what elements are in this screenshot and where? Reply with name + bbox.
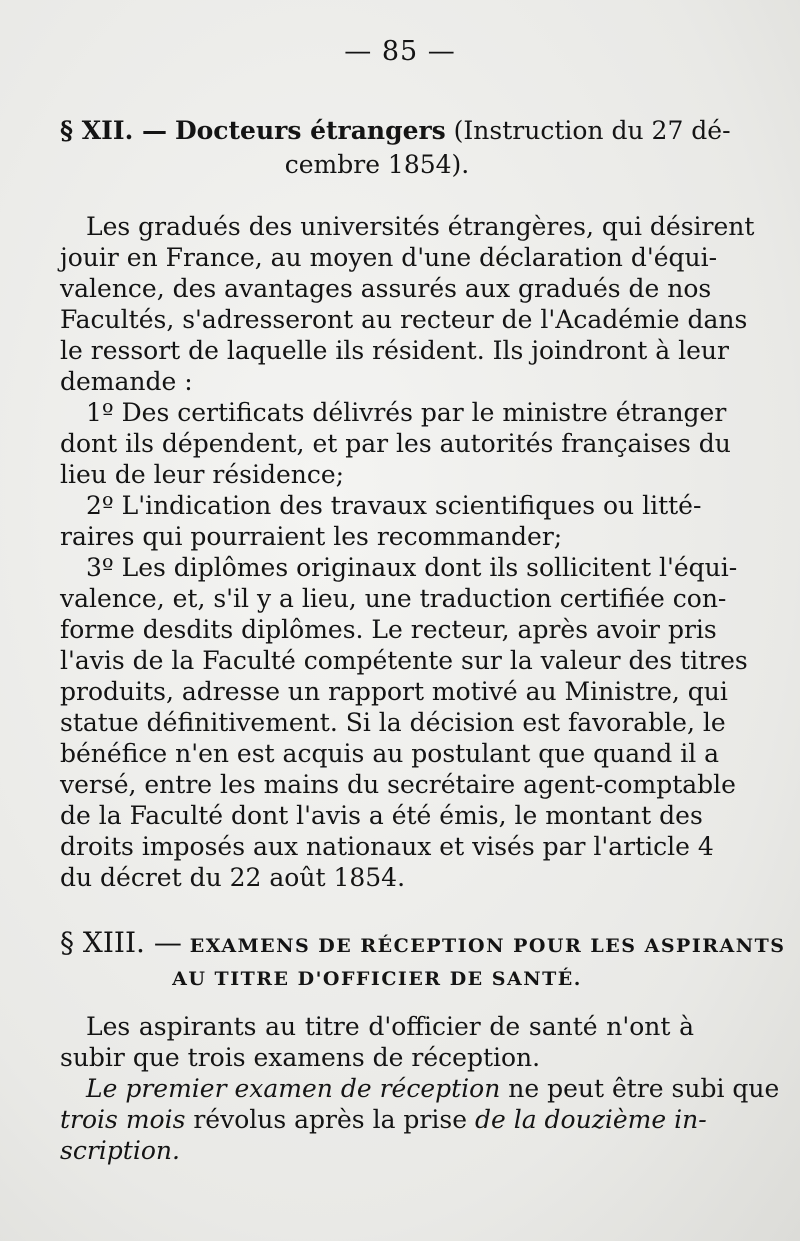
list-item-line: 2º L'indication des travaux scientifiques ou litté- xyxy=(86,491,702,520)
italic-text: de la douzième in- xyxy=(474,1105,707,1134)
italic-text: scription. xyxy=(60,1136,180,1165)
section-12-heading xyxy=(60,116,731,146)
paragraph-line: le ressort de laquelle ils résident. Ils joindront à leur xyxy=(60,336,729,365)
paragraph-line: Facultés, s'adresseront au recteur de l'Académie dans xyxy=(60,305,748,334)
paragraph-line xyxy=(60,1136,694,1166)
section-12-instruction: (Instruction du 27 dé- xyxy=(445,116,731,145)
list-item-line: raires qui pourraient les recommander; xyxy=(60,522,563,551)
italic-text: trois mois xyxy=(60,1105,186,1134)
paragraph-line: subir que trois examens de réception. xyxy=(60,1043,541,1072)
section-12-heading-line2: cembre 1854). xyxy=(284,150,470,179)
paragraph-line: valence, des avantages assurés aux gradués de nos xyxy=(60,274,712,303)
paragraph-line: Les gradués des universités étrangères, qui désirent xyxy=(86,212,755,241)
paragraph-line: Le premier examen de réception ne peut être subi que xyxy=(86,1074,780,1103)
section-12-number: § XII. — xyxy=(60,116,167,145)
list-item-line: dont ils dépendent, et par les autorités françaises du xyxy=(60,429,731,458)
list-item-line: statue définitivement. Si la décision est favorable, le xyxy=(60,708,726,737)
list-item-line: l'avis de la Faculté compétente sur la valeur des titres xyxy=(60,646,748,675)
section-12-title: Docteurs étrangers xyxy=(174,116,446,145)
section-13-heading xyxy=(60,926,786,961)
paragraph-line: jouir en France, au moyen d'une déclaration d'équi- xyxy=(60,243,718,272)
list-item-line: bénéfice n'en est acquis au postulant que quand il a xyxy=(60,739,720,768)
list-item-line: de la Faculté dont l'avis a été émis, le montant des xyxy=(60,801,703,830)
list-item-line: lieu de leur résidence; xyxy=(60,460,345,489)
paragraph-line: Les aspirants au titre d'officier de santé n'ont à xyxy=(86,1012,694,1041)
section-13-heading-line2: AU TITRE D'OFFICIER DE SANTÉ. xyxy=(172,968,582,990)
list-item-line: forme desdits diplômes. Le recteur, après avoir pris xyxy=(60,615,717,644)
page-number: — 85 — xyxy=(344,36,456,67)
list-item-line: 3º Les diplômes originaux dont ils sollicitent l'équi- xyxy=(86,553,738,582)
list-item-line: versé, entre les mains du secrétaire agent-comptable xyxy=(60,770,736,799)
paragraph-line: trois mois révolus après la prise de la douzième in- xyxy=(60,1105,707,1134)
list-item-line: 1º Des certificats délivrés par le ministre étranger xyxy=(86,398,727,427)
section-13-title: EXAMENS DE RÉCEPTION POUR LES ASPIRANTS xyxy=(189,935,786,957)
list-item-line: produits, adresse un rapport motivé au Ministre, qui xyxy=(60,677,728,706)
section-13-number: § XIII. — xyxy=(60,926,182,959)
paragraph-line: demande : xyxy=(60,367,193,396)
italic-text: Le premier examen de réception xyxy=(86,1074,501,1103)
list-item-line: droits imposés aux nationaux et visés par l'article 4 xyxy=(60,832,714,861)
list-item-line: valence, et, s'il y a lieu, une traduction certifiée con- xyxy=(60,584,727,613)
list-item-line: du décret du 22 août 1854. xyxy=(60,863,406,892)
